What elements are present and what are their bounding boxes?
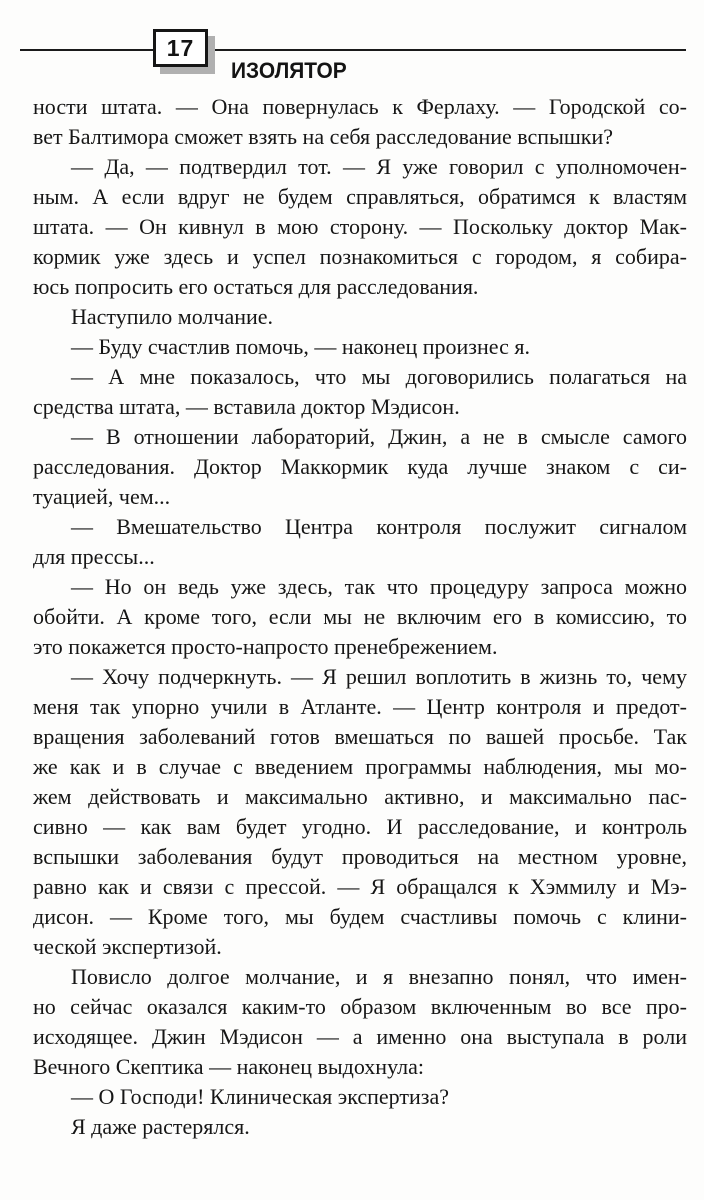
text-line: это покажется просто-напросто пренебрежением. — [33, 634, 498, 659]
text-line: — А мне показалось, что мы договорились полагаться на — [71, 364, 687, 389]
running-title: ИЗОЛЯТОР — [231, 58, 347, 83]
text-line: туацией, чем... — [33, 484, 171, 509]
text-line: расследования. Доктор Маккормик куда лучше знаком с си- — [33, 454, 687, 479]
text-line: исходящее. Джин Мэдисон — а именно она выступала в роли — [33, 1024, 687, 1049]
text-line: Наступило молчание. — [71, 304, 274, 329]
text-line: — О Господи! Клиническая экспертиза? — [71, 1084, 449, 1109]
text-line: юсь попросить его остаться для расследования. — [33, 274, 479, 299]
paragraph — [33, 1112, 687, 1142]
text-line: ческой экспертизой. — [33, 934, 222, 959]
text-line: штата. — Он кивнул в мою сторону. — Поскольку доктор Мак- — [33, 214, 687, 239]
text-line: средства штата, — вставила доктор Мэдисон. — [33, 394, 460, 419]
text-line: но сейчас оказался каким-то образом включенным во все про- — [33, 994, 687, 1019]
text-block — [33, 92, 687, 1142]
text-line: Я даже растерялся. — [71, 1114, 250, 1139]
text-line: Повисло долгое молчание, и я внезапно понял, что имен- — [71, 964, 687, 989]
text-line: вращения заболеваний готов вмешаться по вашей просьбе. Так — [33, 724, 687, 749]
text-line: ным. А если вдруг не будем справляться, обратимся к властям — [33, 184, 687, 209]
paragraph — [33, 332, 687, 362]
paragraph — [33, 662, 687, 962]
text-line: равно как и связи с прессой. — Я обращался к Хэммилу и Мэ- — [33, 874, 687, 899]
header-rule — [20, 49, 686, 51]
text-line: — Хочу подчеркнуть. — Я решил воплотить в жизнь то, чему — [71, 664, 687, 689]
paragraph — [33, 92, 687, 152]
paragraph — [33, 572, 687, 662]
text-line: дисон. — Кроме того, мы будем счастливы помочь с клини- — [33, 904, 687, 929]
paragraph — [33, 512, 687, 572]
text-line: для прессы... — [33, 544, 155, 569]
text-line: обойти. А кроме того, если мы не включим его в комиссию, то — [33, 604, 687, 629]
paragraph — [33, 962, 687, 1082]
text-line: вспышки заболевания будут проводиться на местном уровне, — [33, 844, 687, 869]
text-line: — В отношении лабораторий, Джин, а не в смысле самого — [71, 424, 687, 449]
paragraph — [33, 362, 687, 422]
paragraph — [33, 152, 687, 302]
text-line: меня так упорно учили в Атланте. — Центр контроля и предот- — [33, 694, 687, 719]
text-line: сивно — как вам будет угодно. И расследование, и контроль — [33, 814, 687, 839]
paragraph — [33, 422, 687, 512]
text-line: вет Балтимора сможет взять на себя расследование вспышки? — [33, 124, 614, 149]
paragraph — [33, 302, 687, 332]
text-line: — Буду счастлив помочь, — наконец произнес я. — [71, 334, 530, 359]
text-line: Вечного Скептика — наконец выдохнула: — [33, 1054, 424, 1079]
text-line: — Но он ведь уже здесь, так что процедуру запроса можно — [71, 574, 687, 599]
text-line: — Вмешательство Центра контроля послужит сигналом — [71, 514, 687, 539]
text-line: кормик уже здесь и успел познакомиться с городом, я собира- — [33, 244, 687, 269]
page-number: 17 — [166, 34, 195, 61]
text-line: — Да, — подтвердил тот. — Я уже говорил с уполномочен- — [71, 154, 687, 179]
page-number-box — [153, 29, 208, 67]
text-line: жем действовать и максимально активно, и максимально пас- — [33, 784, 687, 809]
text-line: же как и в случае с введением программы наблюдения, мы мо- — [33, 754, 687, 779]
paragraph — [33, 1082, 687, 1112]
text-line: ности штата. — Она повернулась к Ферлаху. — Городской со- — [33, 94, 687, 119]
